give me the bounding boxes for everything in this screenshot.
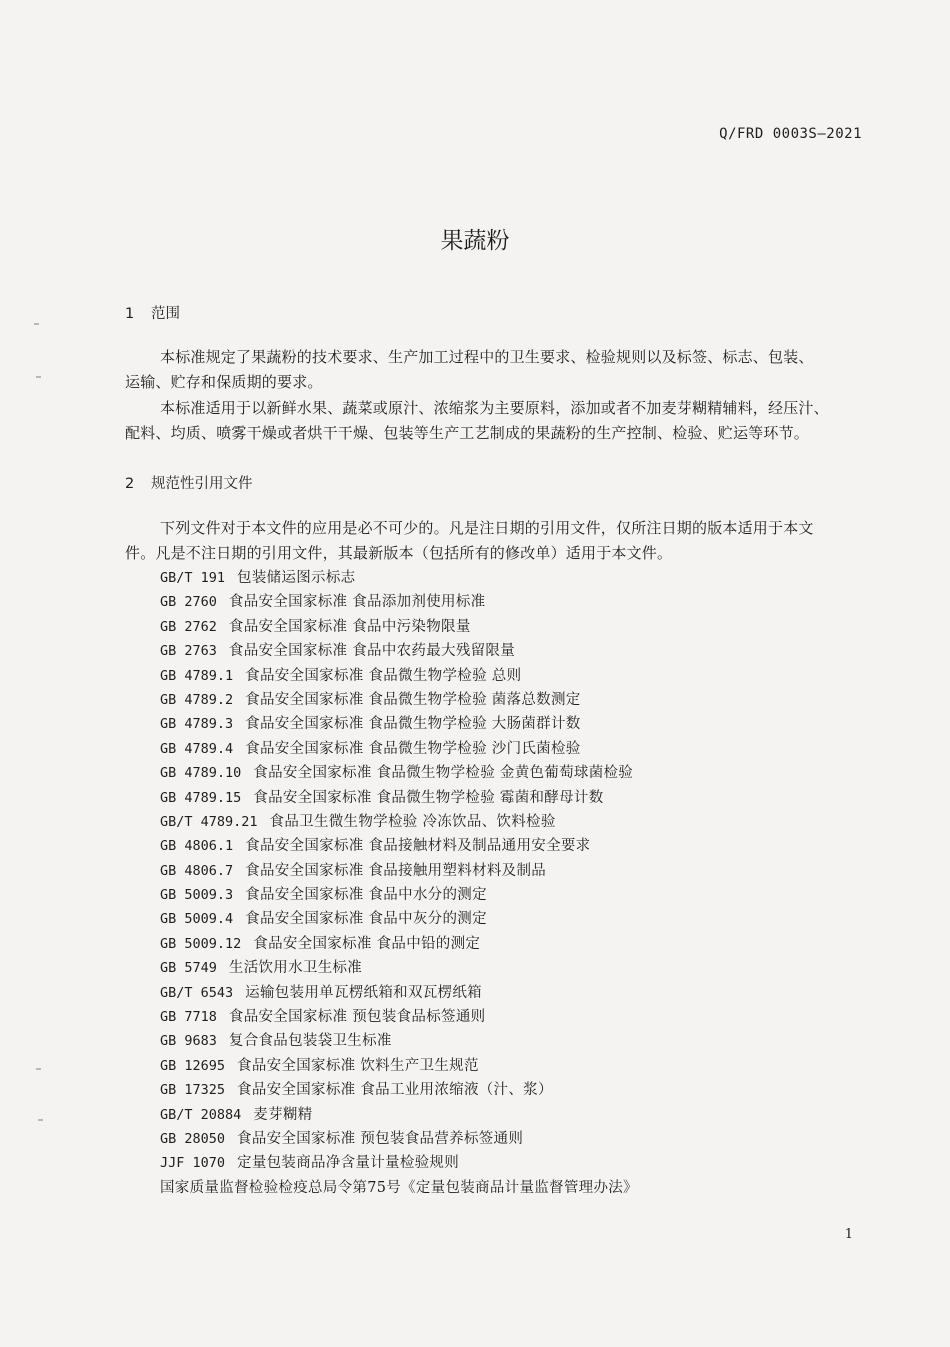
reference-title: 食品安全国家标准 食品中污染物限量 [228, 618, 471, 635]
reference-title: 食品安全国家标准 食品工业用浓缩液（汁、浆） [237, 1082, 553, 1099]
references-intro-paragraph: 下列文件对于本文件的应用是必不可少的。凡是注日期的引用文件，仅所注日期的版本适用于本文 件。凡是不注日期的引用文件，其最新版本（包括所有的修改单）适用于本文件。 [125, 519, 814, 562]
reference-item [160, 761, 638, 785]
reference-code: GB/T 191 [160, 570, 226, 586]
reference-item [160, 1103, 638, 1127]
reference-title: 食品安全国家标准 食品中水分的测定 [245, 887, 487, 904]
reference-item [160, 664, 638, 688]
reference-code: GB 4806.1 [160, 838, 234, 855]
reference-title: 食品卫生微生物学检验 冷冻饮品、饮料检验 [269, 813, 556, 830]
scan-mark [34, 323, 39, 325]
reference-item [160, 907, 638, 931]
reference-code: GB 4789.15 [160, 789, 242, 806]
section-number: 1 [125, 306, 135, 322]
reference-code: GB 9683 [160, 1033, 217, 1050]
section-number: 2 [125, 476, 135, 492]
reference-list [160, 566, 638, 1200]
reference-title: 复合食品包装袋卫生标准 [228, 1033, 392, 1050]
reference-title: 食品安全国家标准 食品微生物学检验 金黄色葡萄球菌检验 [253, 765, 634, 782]
reference-title: 食品安全国家标准 食品中农药最大残留限量 [228, 643, 516, 660]
reference-title: 食品安全国家标准 食品微生物学检验 大肠菌群计数 [245, 716, 581, 733]
reference-code: GB 7718 [160, 1009, 217, 1026]
section-title: 范围 [151, 306, 180, 322]
reference-code: GB 2762 [160, 618, 217, 635]
reference-title: 食品安全国家标准 食品中灰分的测定 [245, 911, 487, 928]
reference-code: GB 2760 [160, 594, 217, 611]
reference-code: GB 4789.2 [160, 691, 234, 708]
reference-item [160, 1054, 638, 1078]
reference-title: 食品安全国家标准 食品微生物学检验 霉菌和酵母计数 [253, 789, 604, 806]
reference-item [160, 1005, 638, 1029]
reference-item [160, 1078, 638, 1102]
reference-title: 生活饮用水卫生标准 [228, 960, 363, 977]
reference-title: 食品安全国家标准 预包装食品标签通则 [228, 1009, 486, 1026]
reference-title: 食品安全国家标准 预包装食品营养标签通则 [237, 1130, 524, 1147]
reference-item [160, 688, 638, 712]
reference-title: 运输包装用单瓦楞纸箱和双瓦楞纸箱 [245, 984, 482, 1001]
reference-item [160, 834, 638, 858]
reference-title: 麦芽糊精 [253, 1106, 313, 1123]
reference-item [160, 859, 638, 883]
reference-title: 食品安全国家标准 食品中铅的测定 [253, 935, 481, 952]
reference-item [160, 1127, 638, 1151]
reference-code: GB 12695 [160, 1057, 226, 1074]
reference-item [160, 590, 638, 614]
reference-title: 食品安全国家标准 食品接触材料及制品通用安全要求 [245, 838, 591, 855]
reference-title: 包装储运图示标志 [237, 570, 356, 586]
reference-code: GB 4789.1 [160, 667, 234, 684]
reference-item [160, 1151, 638, 1175]
reference-title: 食品安全国家标准 食品接触用塑料材料及制品 [245, 862, 547, 879]
reference-code: JJF 1070 [160, 1155, 226, 1172]
section-title: 规范性引用文件 [151, 476, 253, 492]
reference-code: GB 5749 [160, 960, 217, 977]
scope-paragraph-2: 本标准适用于以新鲜水果、蔬菜或原汁、浓缩浆为主要原料，添加或者不加麦芽糊精辅料，经压汁、 配料、均质、喷雾干燥或者烘干干燥、包装等生产工艺制成的果蔬粉的生产控制、检验、贮运等环节。 [125, 399, 829, 442]
scan-mark [38, 1119, 43, 1121]
reference-code: GB 28050 [160, 1130, 226, 1147]
reference-code: GB 5009.3 [160, 887, 234, 904]
reference-item [160, 883, 638, 907]
reference-item [160, 1176, 638, 1200]
reference-item [160, 712, 638, 736]
reference-item [160, 956, 638, 980]
reference-title: 定量包装商品净含量计量检验规则 [237, 1155, 460, 1172]
reference-code: GB 5009.12 [160, 935, 242, 952]
reference-title: 食品安全国家标准 食品添加剂使用标准 [228, 594, 486, 611]
reference-code: GB 5009.4 [160, 911, 234, 928]
reference-title: 食品安全国家标准 食品微生物学检验 菌落总数测定 [245, 691, 581, 708]
reference-code: GB/T 6543 [160, 984, 234, 1001]
reference-code: GB 4789.4 [160, 740, 234, 757]
reference-code: GB 4789.10 [160, 765, 242, 782]
standard-code: Q/FRD 0003S—2021 [719, 126, 862, 142]
section-heading-normative-references [125, 472, 253, 493]
reference-code: GB 4789.3 [160, 716, 234, 733]
reference-code: GB 4806.7 [160, 862, 234, 879]
reference-item [160, 737, 638, 761]
scan-mark [36, 1068, 41, 1070]
reference-code: GB/T 20884 [160, 1106, 242, 1123]
reference-item [160, 639, 638, 663]
reference-code: GB 17325 [160, 1082, 226, 1099]
reference-title: 国家质量监督检验检疫总局令第75号《定量包装商品计量监督管理办法》 [160, 1179, 638, 1196]
reference-item [160, 786, 638, 810]
reference-item [160, 981, 638, 1005]
reference-title: 食品安全国家标准 食品微生物学检验 沙门氏菌检验 [245, 740, 581, 757]
reference-title: 食品安全国家标准 食品微生物学检验 总则 [245, 667, 522, 684]
reference-item [160, 1029, 638, 1053]
reference-item [160, 932, 638, 956]
reference-item [160, 566, 638, 590]
reference-code: GB/T 4789.21 [160, 813, 258, 830]
scope-paragraph-1: 本标准规定了果蔬粉的技术要求、生产加工过程中的卫生要求、检验规则以及标签、标志、包装、 运输、贮存和保质期的要求。 [125, 348, 814, 391]
section-heading-scope [125, 302, 180, 323]
page-number: 1 [844, 1227, 853, 1242]
reference-code: GB 2763 [160, 643, 217, 660]
document-title: 果蔬粉 [440, 228, 510, 254]
scan-mark [36, 376, 41, 378]
reference-item [160, 615, 638, 639]
reference-title: 食品安全国家标准 饮料生产卫生规范 [237, 1057, 479, 1074]
reference-item [160, 810, 638, 834]
